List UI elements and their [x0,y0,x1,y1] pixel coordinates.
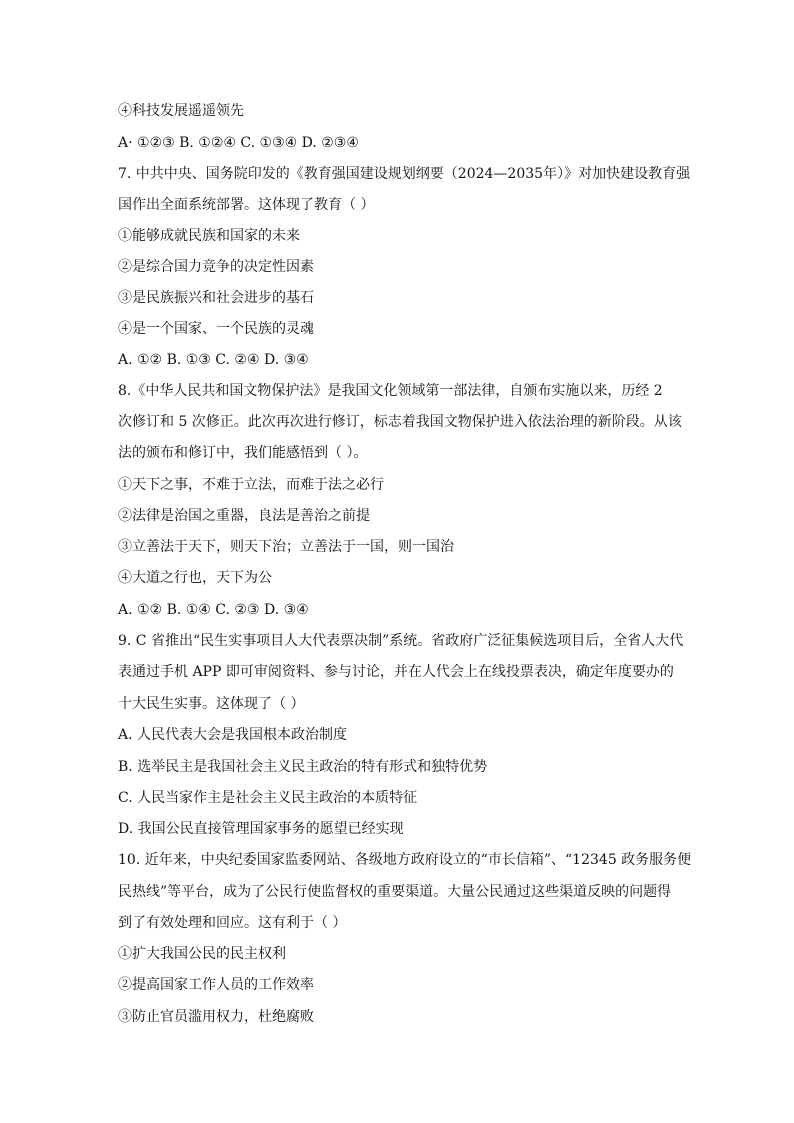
question-10-line: 到了有效处理和回应。这有利于（ ） [118,915,347,931]
question-8-line: 次修订和 5 次修正。此次再次进行修订，标志着我国文物保护进入依法治理的新阶段。从该 [118,414,682,430]
option-line: ②法律是治国之重器，良法是善治之前提 [118,508,370,524]
option-line: ③是民族振兴和社会进步的基石 [118,290,314,306]
option-line: D. 我国公民直接管理国家事务的愿望已经实现 [118,821,404,837]
answer-choices: A. ①② B. ①③ C. ②④ D. ③④ [118,352,309,368]
option-line: C. 人民当家作主是社会主义民主政治的本质特征 [118,790,418,806]
question-10-line: 民热线”等平台，成为了公民行使监督权的重要渠道。大量公民通过这些渠道反映的问题得 [118,884,672,900]
question-8-line: 8.《中华人民共和国文物保护法》是我国文化领域第一部法律，自颁布实施以来，历经 2 [118,383,663,399]
question-7-line: 国作出全面系统部署。这体现了教育（ ） [118,197,375,213]
option-line: ③立善法于天下，则天下治；立善法于一国，则一国治 [118,539,454,555]
option-line: ①扩大我国公民的民主权利 [118,946,286,962]
option-line: ①天下之事，不难于立法，而难于法之必行 [118,477,384,493]
answer-choices: A. ①② B. ①④ C. ②③ D. ③④ [118,602,309,618]
option-line: ②是综合国力竞争的决定性因素 [118,259,314,275]
option-line: A. 人民代表大会是我国根本政治制度 [118,727,348,743]
option-line: ①能够成就民族和国家的未来 [118,228,300,244]
option-line: ④科技发展遥遥领先 [118,103,244,119]
question-9-line: 十大民生实事。这体现了（ ） [118,696,305,712]
question-9-line: 9. C 省推出“民生实事项目人大代表票决制”系统。省政府广泛征集候选项目后，全省人大代 [118,633,684,649]
option-line: ③防止官员滥用权力，杜绝腐败 [118,1009,314,1025]
option-line: ④是一个国家、一个民族的灵魂 [118,321,314,337]
answer-choices: A· ①②③ B. ①②④ C. ①③④ D. ②③④ [118,135,359,151]
option-line: ④大道之行也，天下为公 [118,570,272,586]
question-8-line: 法的颁布和修订中，我们能感悟到（ ）。 [118,445,368,461]
option-line: ②提高国家工作人员的工作效率 [118,977,314,993]
question-7-line: 7. 中共中央、国务院印发的《教育强国建设规划纲要（2024—2035年）》对加快建设教育强 [118,166,691,182]
option-line: B. 选举民主是我国社会主义民主政治的特有形式和独特优势 [118,759,488,775]
question-10-line: 10. 近年来，中央纪委国家监委网站、各级地方政府设立的“市长信箱”、“12345 政务服务便 [118,852,692,868]
question-9-line: 表通过手机 APP 即可审阅资料、参与讨论，并在人代会上在线投票表决，确定年度要办的 [118,664,674,680]
